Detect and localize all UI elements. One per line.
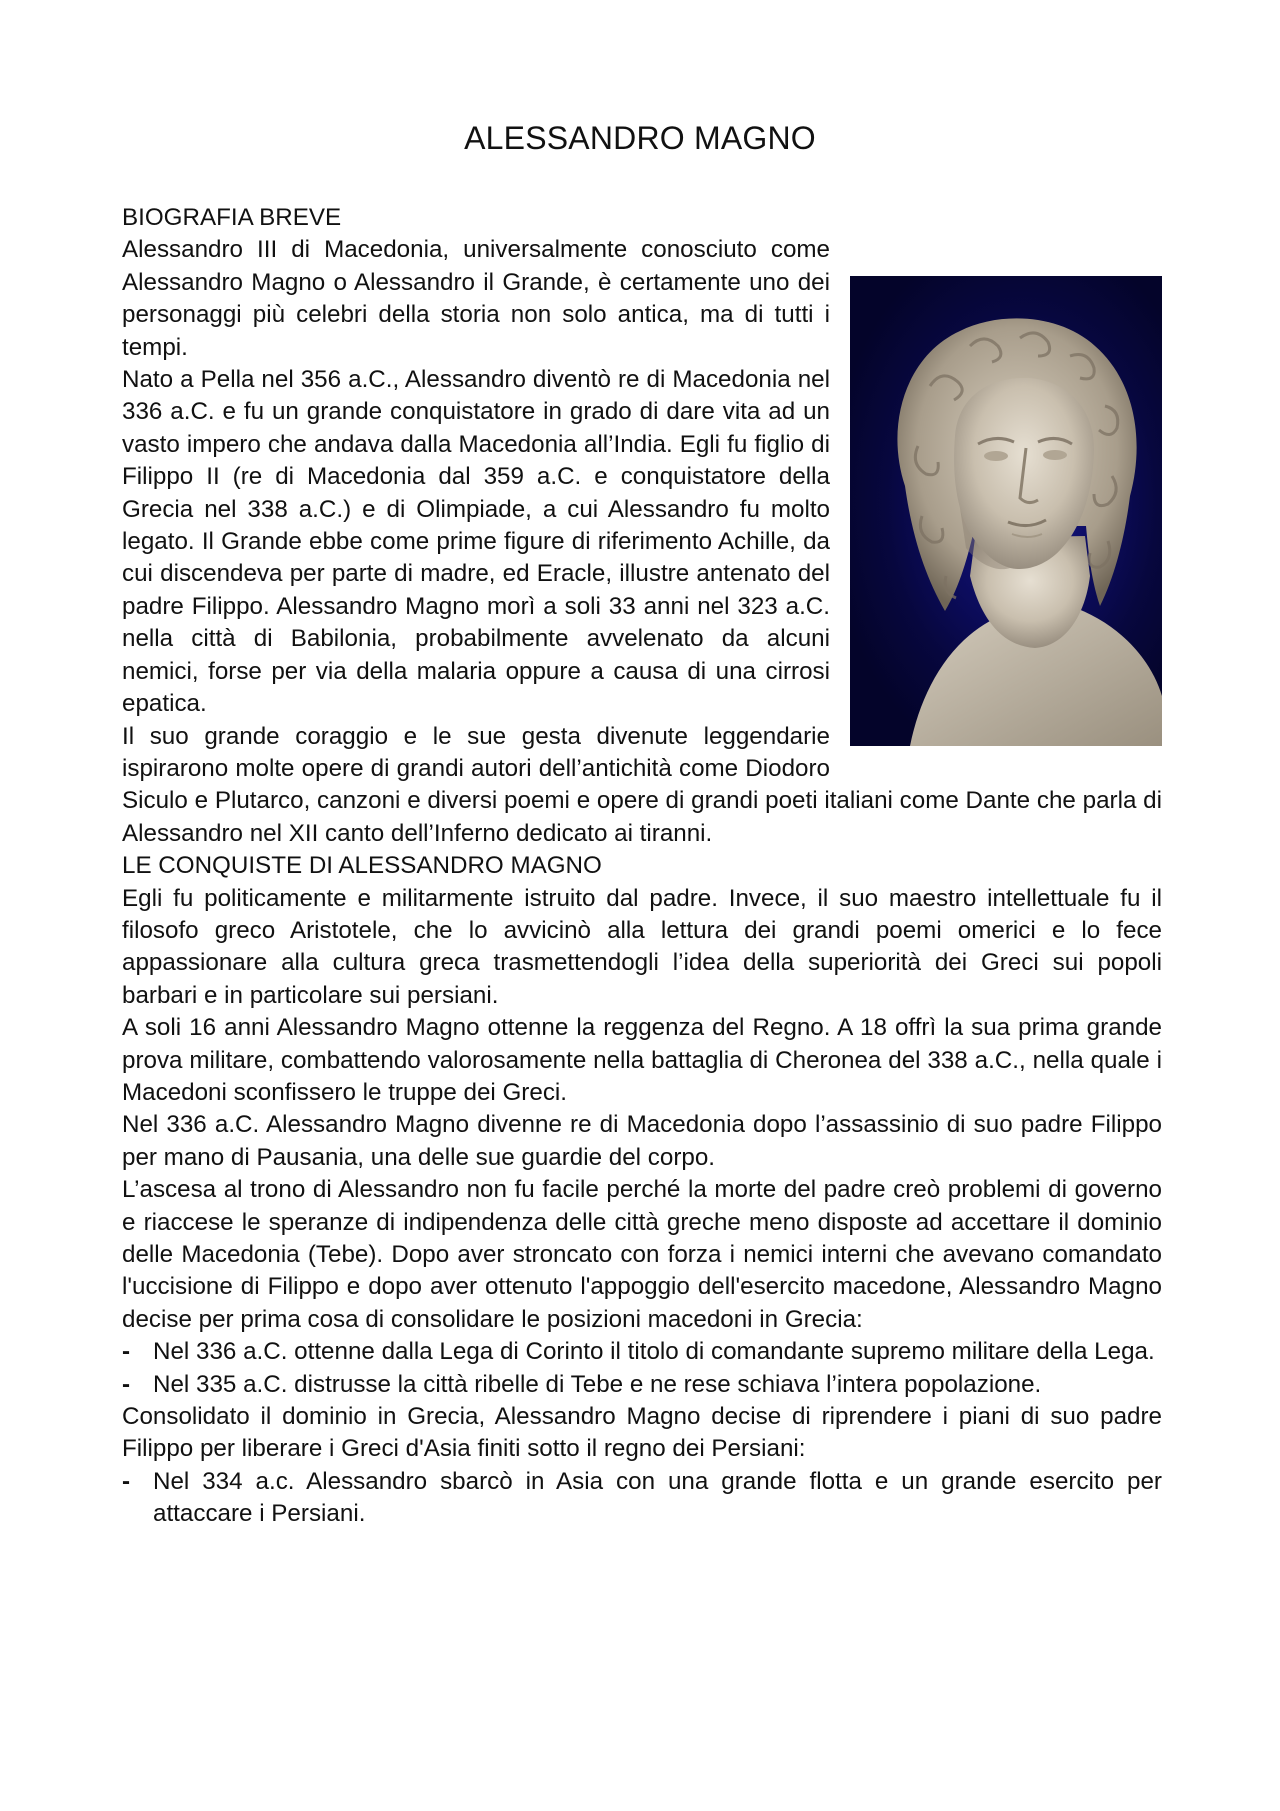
conquiste-paragraph-3: Nel 336 a.C. Alessandro Magno divenne re di Macedonia dopo l’assassinio di suo padre Filippo per mano di Pausania, una delle sue guardie del corpo.	[122, 1111, 1162, 1171]
list-item	[122, 1466, 1162, 1531]
biografia-paragraph-1: Alessandro III di Macedonia, universalmente conosciuto come Alessandro Magno o Alessandro il Grande, è certamente uno dei personaggi più celebri della storia non solo antica, ma di tutti i tempi.	[122, 236, 830, 361]
conquiste-paragraph-2: A soli 16 anni Alessandro Magno ottenne la reggenza del Regno. A 18 offrì la sua prima grande prova militare, combattendo valorosamente nella battaglia di Cheronea del 338 a.C., nella quale i Macedoni sconfissero le truppe dei Greci.	[122, 1014, 1162, 1106]
bullet-list-asia	[122, 1466, 1162, 1531]
list-item-text: Nel 334 a.c. Alessandro sbarcò in Asia con una grande flotta e un grande esercito per attaccare i Persiani.	[153, 1467, 1162, 1528]
section-heading-biografia: BIOGRAFIA BREVE	[122, 204, 342, 231]
biografia-paragraph-2: Nato a Pella nel 356 a.C., Alessandro diventò re di Macedonia nel 336 a.C. e fu un grande conquistatore in grado di dare vita ad un vasto impero che andava dalla Macedonia all’India. Egli fu figlio di Filippo II (re di Macedonia dal 359 a.C. e conquistatore della Grecia nel 338 a.C.) e di Olimpiade, a cui Alessandro fu molto legato. Il Grande ebbe come prime figure di riferimento Achille, da cui discendeva per parte di madre, ed Eracle, illustre antenato del padre Filippo. Alessandro Magno morì a soli 33 anni nel 323 a.C. nella città di Babilonia, probabilmente avvelenato da alcuni nemici, forse per via della malaria oppure a causa di una cirrosi epatica.	[122, 366, 830, 718]
list-item-text: Nel 335 a.C. distrusse la città ribelle di Tebe e ne rese schiava l’intera popolazione.	[153, 1370, 1042, 1398]
document-title: ALESSANDRO MAGNO	[464, 120, 816, 156]
list-item-text: Nel 336 a.C. ottenne dalla Lega di Corinto il titolo di comandante supremo militare della Lega.	[153, 1338, 1155, 1366]
section-heading-conquiste: LE CONQUISTE DI ALESSANDRO MAGNO	[122, 852, 602, 880]
document-body	[122, 202, 1162, 1531]
conquiste-paragraph-5: Consolidato il dominio in Grecia, Alessandro Magno decise di riprendere i piani di suo padre Filippo per liberare i Greci d'Asia finiti sotto il regno dei Persiani:	[122, 1403, 1162, 1463]
bullet-list-greece	[122, 1336, 1162, 1401]
biografia-paragraph-3: Il suo grande coraggio e le sue gesta divenute leggendarie ispirarono molte opere di grandi autori dell’antichità come Diodoro Siculo e Plutarco, canzoni e diversi poemi e opere di grandi poeti italiani come Dante che parla di Alessandro nel XII canto dell’Inferno dedicato ai tiranni.	[122, 722, 1162, 847]
list-item	[122, 1369, 1162, 1401]
list-item	[122, 1336, 1162, 1368]
conquiste-paragraph-4: L’ascesa al trono di Alessandro non fu facile perché la morte del padre creò problemi di governo e riaccese le speranze di indipendenza delle città greche meno disposte ad accettare il dominio delle Macedonia (Tebe). Dopo aver stroncato con forza i nemici interni che avevano comandato l'uccisione di Filippo e dopo aver ottenuto l'appoggio dell'esercito macedone, Alessandro Magno decise per prima cosa di consolidare le posizioni macedoni in Grecia:	[122, 1176, 1162, 1333]
conquiste-paragraph-1: Egli fu politicamente e militarmente istruito dal padre. Invece, il suo maestro intellettuale fu il filosofo greco Aristotele, che lo avvicinò alla lettura dei grandi poemi omerici e lo fece appassionare alla cultura greca trasmettendogli l’idea della superiorità dei Greci sui popoli barbari e in particolare sui persiani.	[122, 884, 1162, 1009]
bullet-marker: -	[122, 1370, 131, 1398]
bullet-marker: -	[122, 1338, 131, 1366]
alexander-bust-image	[850, 276, 1162, 746]
bullet-marker: -	[122, 1467, 131, 1495]
